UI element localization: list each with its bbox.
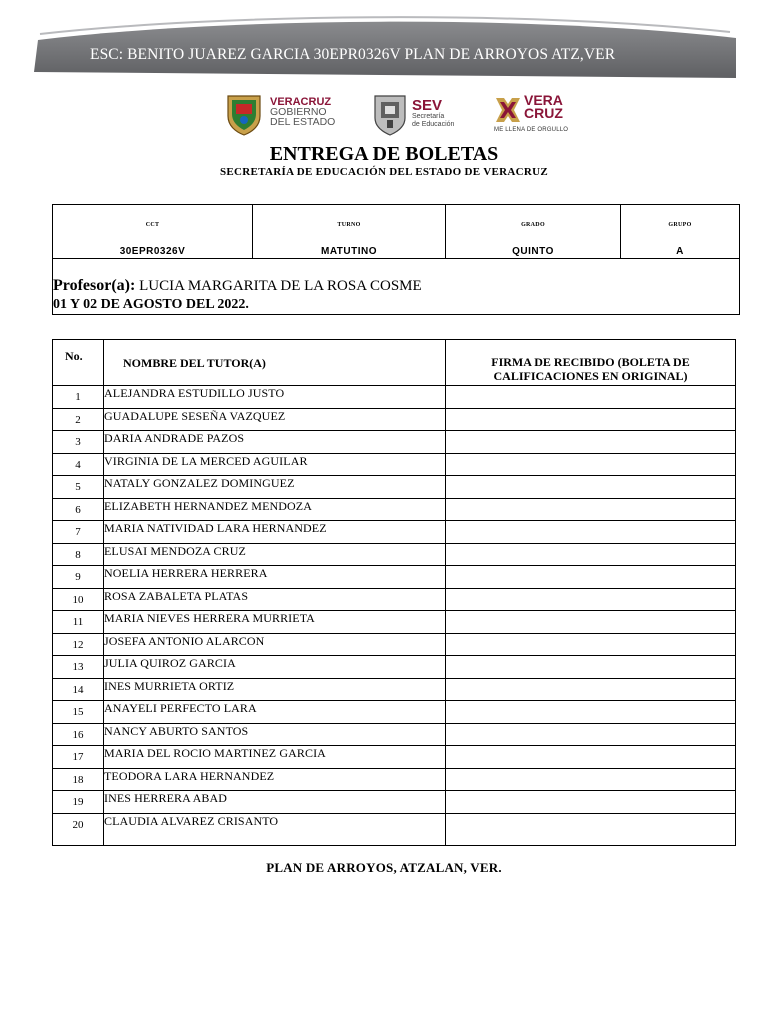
row-number: 16 xyxy=(53,723,104,746)
table-row xyxy=(53,611,736,634)
info-box xyxy=(52,204,740,315)
table-row xyxy=(53,678,736,701)
tutor-name: ALEJANDRA ESTUDILLO JUSTO xyxy=(104,386,446,409)
banner-school-text: ESC: BENITO JUAREZ GARCIA 30EPR0326V PLAN DE ARROYOS ATZ,VER xyxy=(90,46,616,63)
turno-label: TURNO xyxy=(337,222,361,228)
table-row xyxy=(53,498,736,521)
row-number: 14 xyxy=(53,678,104,701)
row-number: 11 xyxy=(53,611,104,634)
tutor-name: MARIA NIEVES HERRERA MURRIETA xyxy=(104,611,446,634)
logo-sev-line2: Secretaría xyxy=(412,113,445,120)
logo-vera-text: VERA xyxy=(524,92,563,108)
table-row xyxy=(53,521,736,544)
row-number: 12 xyxy=(53,633,104,656)
table-row xyxy=(53,656,736,679)
info-header-row xyxy=(53,205,739,259)
tutor-name: ELIZABETH HERNANDEZ MENDOZA xyxy=(104,498,446,521)
row-number: 18 xyxy=(53,768,104,791)
tutor-name: INES HERRERA ABAD xyxy=(104,791,446,814)
table-row xyxy=(53,386,736,409)
logo-veracruz-line3: DEL ESTADO xyxy=(270,116,336,128)
tutor-name: INES MURRIETA ORTIZ xyxy=(104,678,446,701)
banner-shape xyxy=(0,0,768,90)
signature-cell[interactable] xyxy=(446,498,736,521)
profesor-name: LUCIA MARGARITA DE LA ROSA COSME xyxy=(139,278,422,294)
tutor-name: VIRGINIA DE LA MERCED AGUILAR xyxy=(104,453,446,476)
col-header-signature-line2: CALIFICACIONES EN ORIGINAL) xyxy=(493,369,688,383)
row-number: 1 xyxy=(53,386,104,409)
signature-cell[interactable] xyxy=(446,813,736,845)
cct-cell xyxy=(53,205,253,258)
sev-logo xyxy=(372,92,472,138)
signature-cell[interactable] xyxy=(446,588,736,611)
row-number: 20 xyxy=(53,813,104,845)
signature-cell[interactable] xyxy=(446,791,736,814)
table-row xyxy=(53,813,736,845)
logo-sev-line1: SEV xyxy=(412,97,443,114)
signature-cell[interactable] xyxy=(446,611,736,634)
grupo-label: GRUPO xyxy=(668,222,692,228)
tutor-signature-table xyxy=(52,339,736,846)
row-number: 6 xyxy=(53,498,104,521)
document-subtitle: SECRETARÍA DE EDUCACIÓN DEL ESTADO DE VERACRUZ xyxy=(220,166,548,178)
turno-cell xyxy=(253,205,446,258)
table-row xyxy=(53,431,736,454)
table-header-row xyxy=(53,340,736,386)
grupo-cell xyxy=(621,205,739,258)
table-row xyxy=(53,588,736,611)
tutor-name: MARIA NATIVIDAD LARA HERNANDEZ xyxy=(104,521,446,544)
table-row xyxy=(53,768,736,791)
tutor-name: TEODORA LARA HERNANDEZ xyxy=(104,768,446,791)
cct-label: CCT xyxy=(145,222,160,228)
table-row xyxy=(53,476,736,499)
signature-cell[interactable] xyxy=(446,656,736,679)
signature-cell[interactable] xyxy=(446,633,736,656)
document-footer: PLAN DE ARROYOS, ATZALAN, VER. xyxy=(266,860,502,875)
col-header-no: No. xyxy=(53,340,104,386)
profesor-line xyxy=(53,277,422,295)
col-header-signature-line1: FIRMA DE RECIBIDO (BOLETA DE xyxy=(491,355,690,369)
row-number: 19 xyxy=(53,791,104,814)
signature-cell[interactable] xyxy=(446,386,736,409)
signature-cell[interactable] xyxy=(446,678,736,701)
delivery-date: 01 Y 02 DE AGOSTO DEL 2022. xyxy=(53,297,249,312)
table-row xyxy=(53,701,736,724)
table-row xyxy=(53,453,736,476)
grado-value: QUINTO xyxy=(512,246,554,257)
table-row xyxy=(53,633,736,656)
signature-cell[interactable] xyxy=(446,768,736,791)
signature-cell[interactable] xyxy=(446,453,736,476)
logo-tagline: ME LLENA DE ORGULLO xyxy=(494,127,569,133)
signature-cell[interactable] xyxy=(446,723,736,746)
tutor-name: ROSA ZABALETA PLATAS xyxy=(104,588,446,611)
tutor-name: ELUSAI MENDOZA CRUZ xyxy=(104,543,446,566)
tutor-name: JULIA QUIROZ GARCIA xyxy=(104,656,446,679)
logo-cruz-text: CRUZ xyxy=(524,105,563,121)
veracruz-government-logo xyxy=(222,92,342,138)
grado-cell xyxy=(446,205,621,258)
table-row xyxy=(53,746,736,769)
signature-cell[interactable] xyxy=(446,566,736,589)
row-number: 7 xyxy=(53,521,104,544)
profesor-label: Profesor(a): xyxy=(53,277,136,294)
veracruz-brand-mark-icon xyxy=(494,96,522,124)
grupo-value: A xyxy=(676,246,684,257)
row-number: 9 xyxy=(53,566,104,589)
table-row xyxy=(53,543,736,566)
tutor-name: JOSEFA ANTONIO ALARCON xyxy=(104,633,446,656)
logo-veracruz-line2: GOBIERNO xyxy=(270,106,327,118)
table-row xyxy=(53,723,736,746)
signature-cell[interactable] xyxy=(446,521,736,544)
tutor-name: ANAYELI PERFECTO LARA xyxy=(104,701,446,724)
signature-cell[interactable] xyxy=(446,701,736,724)
logo-veracruz-line1: VERACRUZ xyxy=(270,96,332,108)
row-number: 15 xyxy=(53,701,104,724)
tutor-name: NATALY GONZALEZ DOMINGUEZ xyxy=(104,476,446,499)
col-header-name: NOMBRE DEL TUTOR(A) xyxy=(104,340,446,386)
signature-cell[interactable] xyxy=(446,543,736,566)
grado-label: GRADO xyxy=(521,222,545,228)
tutor-name: MARIA DEL ROCIO MARTINEZ GARCIA xyxy=(104,746,446,769)
row-number: 4 xyxy=(53,453,104,476)
row-number: 13 xyxy=(53,656,104,679)
row-number: 8 xyxy=(53,543,104,566)
veracruz-brand-logo xyxy=(494,92,574,138)
tutor-name: GUADALUPE SESEÑA VAZQUEZ xyxy=(104,408,446,431)
signature-cell[interactable] xyxy=(446,476,736,499)
logo-sev-line3: de Educación xyxy=(412,121,455,128)
sev-seal-icon xyxy=(372,92,408,136)
row-number: 2 xyxy=(53,408,104,431)
row-number: 5 xyxy=(53,476,104,499)
tutor-name: CLAUDIA ALVAREZ CRISANTO xyxy=(104,813,446,845)
header-banner xyxy=(0,0,768,90)
signature-cell[interactable] xyxy=(446,408,736,431)
signature-cell[interactable] xyxy=(446,746,736,769)
col-header-signature xyxy=(446,340,736,386)
turno-value: MATUTINO xyxy=(320,246,378,257)
row-number: 10 xyxy=(53,588,104,611)
table-row xyxy=(53,791,736,814)
tutor-name: DARIA ANDRADE PAZOS xyxy=(104,431,446,454)
cct-value: 30EPR0326V xyxy=(119,246,186,257)
tutor-name: NOELIA HERRERA HERRERA xyxy=(104,566,446,589)
row-number: 17 xyxy=(53,746,104,769)
signature-cell[interactable] xyxy=(446,431,736,454)
document-title: ENTREGA DE BOLETAS xyxy=(269,143,499,165)
logo-strip xyxy=(0,92,768,138)
table-row xyxy=(53,566,736,589)
tutor-name: NANCY ABURTO SANTOS xyxy=(104,723,446,746)
row-number: 3 xyxy=(53,431,104,454)
table-row xyxy=(53,408,736,431)
veracruz-shield-icon xyxy=(224,92,264,136)
